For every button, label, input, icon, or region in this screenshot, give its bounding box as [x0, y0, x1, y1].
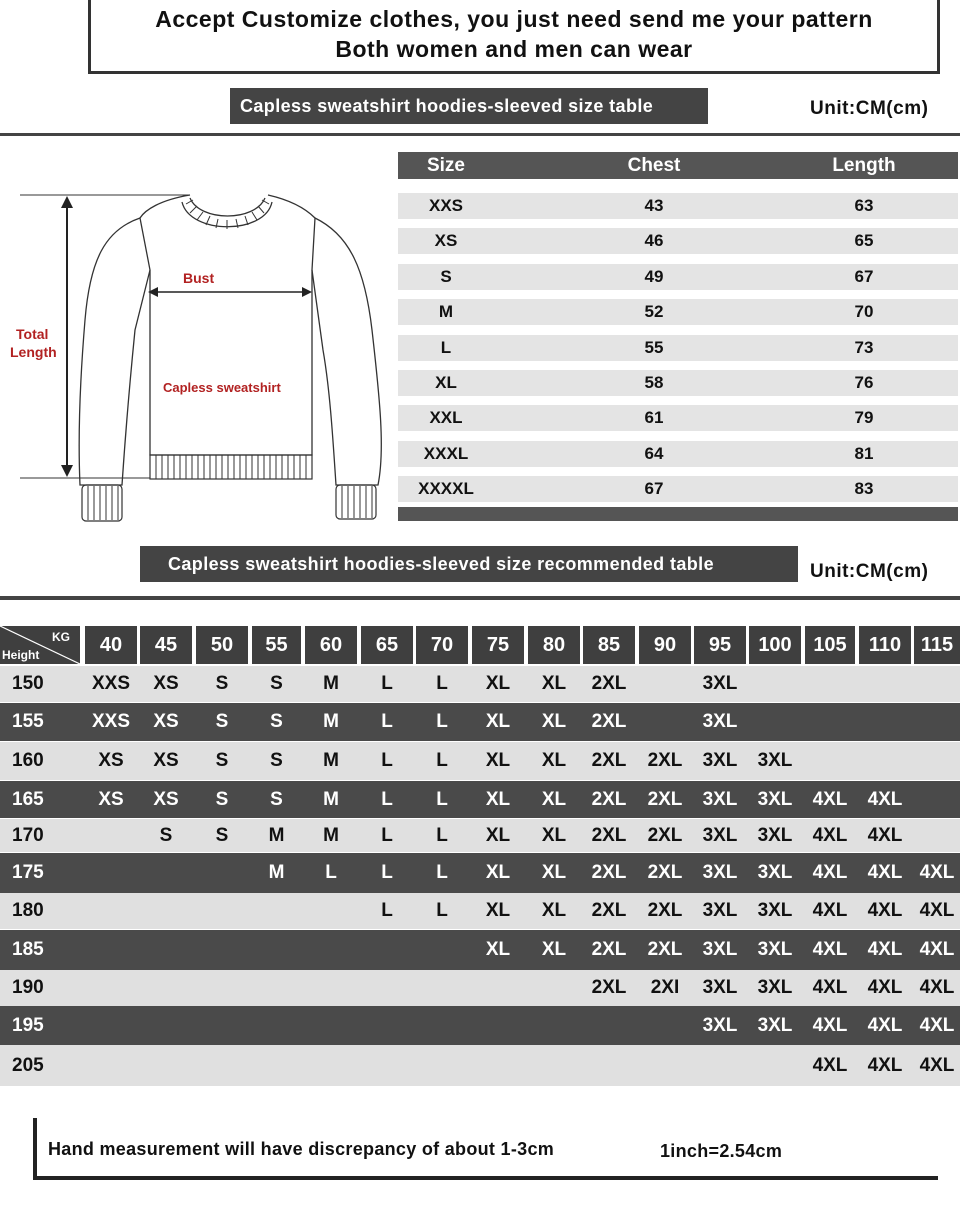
size-cell: 4XL	[812, 1014, 848, 1036]
total-length-label-1: Total	[16, 326, 49, 342]
size-cell	[305, 893, 357, 929]
weight-header: 50	[196, 626, 248, 664]
size-cell	[805, 703, 855, 741]
height-cell: 190	[12, 977, 44, 998]
size-cell: L	[436, 750, 448, 771]
size-table-row	[398, 193, 958, 219]
corner-kg-label: KG	[52, 630, 70, 644]
size-table-header	[398, 152, 958, 179]
size-cell	[85, 1006, 137, 1045]
size-cell: 3XL	[702, 939, 738, 960]
size-cell: 2XL	[591, 862, 627, 883]
size-cell	[140, 1045, 192, 1086]
size-cell: 4XL	[867, 900, 903, 921]
size-cell	[859, 742, 911, 780]
weight-header: 110	[859, 626, 911, 664]
header-length: Length	[832, 154, 896, 176]
size-cell: M	[323, 788, 339, 810]
size-cell: 4XL	[919, 1054, 955, 1076]
size-cell: 2XL	[591, 788, 627, 810]
size-cell: XL	[435, 373, 457, 392]
recommended-row	[0, 853, 960, 893]
chest-cell: 43	[644, 196, 664, 215]
size-cell	[361, 1045, 413, 1086]
size-cell	[361, 1006, 413, 1045]
size-cell: 4XL	[812, 788, 848, 810]
chest-cell: 58	[644, 373, 664, 392]
size-table-title: Capless sweatshirt hoodies-sleeved size table	[230, 88, 708, 124]
size-cell	[914, 703, 960, 741]
size-cell	[914, 819, 960, 852]
size-cell: L	[436, 711, 448, 732]
size-cell	[583, 1045, 635, 1086]
size-cell	[583, 1006, 635, 1045]
size-table-row	[398, 405, 958, 431]
size-cell: 3XL	[702, 900, 738, 921]
inch-conversion-note: 1inch=2.54cm	[660, 1141, 783, 1161]
size-table-row	[398, 441, 958, 467]
size-cell: XS	[434, 231, 458, 251]
size-cell	[85, 853, 137, 893]
size-cell	[252, 1045, 301, 1086]
height-cell: 175	[12, 862, 44, 883]
size-cell	[305, 970, 357, 1006]
length-cell: 76	[854, 373, 874, 392]
weight-header: 115	[914, 626, 960, 664]
table-corner	[0, 626, 80, 664]
size-cell: XL	[485, 673, 511, 694]
size-cell	[140, 930, 192, 970]
size-cell	[472, 1045, 524, 1086]
weight-header: 70	[416, 626, 468, 664]
size-cell	[305, 1006, 357, 1045]
size-cell: XS	[153, 673, 179, 694]
size-cell	[914, 742, 960, 780]
size-cell: 2XL	[591, 824, 627, 846]
height-cell: 195	[12, 1014, 44, 1036]
size-cell: L	[436, 900, 448, 921]
size-cell: S	[215, 788, 229, 810]
chest-cell: 55	[644, 337, 664, 357]
weight-header: 40	[85, 626, 137, 664]
size-cell	[305, 1045, 357, 1086]
height-cell: 155	[12, 711, 44, 732]
size-cell: L	[436, 824, 448, 846]
size-cell: 3XL	[702, 673, 738, 694]
size-cell: 4XL	[919, 900, 955, 921]
size-cell: XS	[98, 750, 124, 771]
size-cell: XXS	[91, 673, 131, 694]
size-cell	[196, 893, 248, 929]
size-cell: 3XL	[757, 900, 793, 921]
size-cell: XS	[153, 711, 179, 732]
size-table-row	[398, 370, 958, 396]
recommended-row	[0, 703, 960, 741]
size-cell: 4XL	[812, 977, 848, 998]
size-cell: XL	[541, 900, 567, 921]
size-cell: S	[159, 824, 173, 846]
garment-name-label: Capless sweatshirt	[163, 380, 281, 395]
size-cell: 2XL	[647, 750, 683, 771]
size-cell: XL	[485, 788, 511, 810]
size-cell: 4XL	[867, 939, 903, 960]
length-cell: 63	[854, 196, 874, 215]
size-table-footer-bar	[398, 507, 958, 521]
size-cell: 4XL	[812, 939, 848, 960]
header-line-2: Both women and men can wear	[335, 36, 693, 62]
sweatshirt-diagram	[0, 180, 400, 530]
recommended-row	[0, 1006, 960, 1045]
size-cell: XXS	[91, 711, 131, 732]
recommended-table-title: Capless sweatshirt hoodies-sleeved size recommended table	[140, 546, 798, 582]
size-cell: 3XL	[702, 788, 738, 810]
size-cell: L	[436, 673, 448, 694]
length-cell: 81	[854, 443, 874, 463]
size-cell: 3XL	[757, 1014, 793, 1036]
size-cell: L	[440, 337, 452, 357]
size-cell	[140, 853, 192, 893]
size-cell: XL	[541, 939, 567, 960]
size-cell	[472, 970, 524, 1006]
recommended-row	[0, 893, 960, 929]
weight-header: 80	[528, 626, 580, 664]
size-cell	[639, 1045, 691, 1086]
size-cell: 4XL	[812, 900, 848, 921]
size-cell: 2XL	[647, 862, 683, 883]
size-cell: M	[323, 673, 339, 694]
size-cell	[528, 1045, 580, 1086]
size-cell	[252, 893, 301, 929]
size-cell	[361, 930, 413, 970]
size-cell: M	[268, 862, 285, 883]
size-cell	[749, 666, 801, 702]
chest-cell: 49	[644, 266, 664, 286]
size-cell	[639, 1006, 691, 1045]
size-cell	[85, 970, 137, 1006]
size-cell	[416, 1045, 468, 1086]
corner-height-label: Height	[2, 648, 40, 662]
size-cell: L	[381, 750, 393, 771]
size-cell	[140, 1006, 192, 1045]
size-cell: 3XL	[757, 862, 793, 883]
size-cell: XXXXL	[418, 479, 474, 499]
size-cell: L	[381, 824, 393, 846]
weight-header: 90	[639, 626, 691, 664]
size-cell	[196, 1045, 248, 1086]
size-cell: L	[381, 711, 393, 732]
header-line-1: Accept Customize clothes, you just need send me your pattern	[155, 6, 873, 32]
size-cell	[140, 893, 192, 929]
size-cell	[805, 666, 855, 702]
size-cell: XL	[485, 824, 511, 846]
length-cell: 79	[854, 408, 874, 428]
size-cell	[252, 1006, 301, 1045]
weight-header: 95	[694, 626, 746, 664]
size-cell: 3XL	[757, 788, 793, 810]
chest-cell: 64	[644, 443, 664, 463]
size-cell: 4XL	[919, 977, 955, 998]
size-cell: XL	[541, 824, 567, 846]
size-cell	[85, 1045, 137, 1086]
size-cell: XL	[485, 750, 511, 771]
size-cell: 4XL	[867, 788, 903, 810]
size-cell: M	[323, 711, 339, 732]
recommended-row	[0, 970, 960, 1006]
size-cell: 2XL	[591, 977, 627, 998]
chest-cell: 67	[644, 479, 664, 499]
size-cell: 2XL	[647, 824, 683, 846]
size-cell	[196, 853, 248, 893]
size-cell: M	[438, 302, 454, 322]
size-cell	[805, 742, 855, 780]
header-chest: Chest	[627, 154, 681, 176]
size-cell	[252, 970, 301, 1006]
weight-header: 100	[749, 626, 801, 664]
size-cell: 2XI	[650, 977, 680, 998]
size-cell: S	[270, 750, 283, 771]
size-cell: XL	[541, 711, 567, 732]
size-cell: XL	[485, 711, 511, 732]
length-cell: 65	[854, 231, 874, 251]
size-cell: 2XL	[647, 939, 683, 960]
size-cell: XL	[541, 673, 567, 694]
recommended-row	[0, 930, 960, 970]
size-cell: 3XL	[702, 711, 738, 732]
size-cell: 4XL	[919, 939, 955, 960]
size-cell: XL	[541, 788, 567, 810]
length-cell: 73	[854, 337, 874, 357]
size-cell: S	[215, 750, 229, 771]
size-cell: S	[215, 711, 229, 732]
size-cell: S	[270, 711, 283, 732]
weight-header: 60	[305, 626, 357, 664]
size-cell: M	[323, 750, 339, 771]
size-cell: 4XL	[867, 824, 903, 846]
size-table-row	[398, 476, 958, 502]
length-cell: 83	[854, 479, 874, 499]
total-length-label-2: Length	[10, 344, 57, 360]
size-cell: 4XL	[867, 977, 903, 998]
size-cell	[528, 1006, 580, 1045]
size-cell: M	[268, 824, 285, 846]
size-cell: 4XL	[812, 1054, 848, 1076]
size-cell: M	[323, 824, 339, 846]
bust-label: Bust	[183, 270, 215, 286]
size-cell: XL	[485, 862, 511, 883]
size-cell: L	[436, 862, 448, 883]
recommended-row	[0, 819, 960, 852]
height-cell: 160	[12, 750, 44, 771]
height-cell: 150	[12, 673, 44, 694]
size-cell	[528, 970, 580, 1006]
size-cell	[140, 970, 192, 1006]
size-table-row	[398, 299, 958, 325]
size-cell: 3XL	[757, 977, 793, 998]
size-cell: XL	[485, 939, 511, 960]
size-cell: 3XL	[757, 939, 793, 960]
size-cell	[859, 703, 911, 741]
size-cell	[416, 930, 468, 970]
size-cell: XS	[98, 788, 124, 810]
size-cell: S	[270, 788, 283, 810]
size-cell	[749, 1045, 801, 1086]
size-cell: XXXL	[423, 443, 469, 463]
length-cell: 70	[854, 302, 874, 322]
size-cell	[639, 703, 691, 741]
size-cell: 4XL	[867, 1014, 903, 1036]
recommended-row	[0, 666, 960, 702]
height-cell: 170	[12, 824, 44, 846]
size-cell	[639, 666, 691, 702]
size-cell	[196, 970, 248, 1006]
length-cell: 67	[854, 266, 874, 286]
size-cell	[361, 970, 413, 1006]
chest-cell: 46	[644, 231, 664, 251]
size-cell: S	[440, 266, 452, 286]
size-cell: L	[381, 673, 393, 694]
size-cell: 3XL	[702, 750, 738, 771]
size-cell: 2XL	[591, 900, 627, 921]
size-cell: 4XL	[867, 1054, 903, 1076]
weight-header: 55	[252, 626, 301, 664]
size-cell: 3XL	[757, 824, 793, 846]
measurement-note: Hand measurement will have discrepancy of about 1-3cm	[48, 1139, 555, 1159]
recommended-row	[0, 742, 960, 780]
size-cell	[416, 1006, 468, 1045]
size-cell: 2XL	[591, 939, 627, 960]
size-cell: XL	[485, 900, 511, 921]
size-cell: L	[436, 788, 448, 810]
size-cell: L	[325, 862, 337, 883]
size-cell	[472, 1006, 524, 1045]
size-cell: XL	[541, 862, 567, 883]
recommended-row	[0, 781, 960, 818]
divider	[0, 596, 960, 600]
size-cell: S	[215, 824, 229, 846]
size-cell: 4XL	[919, 1014, 955, 1036]
height-cell: 165	[12, 788, 44, 810]
weight-header: 45	[140, 626, 192, 664]
size-cell	[85, 930, 137, 970]
size-cell	[859, 666, 911, 702]
size-cell	[196, 930, 248, 970]
size-cell	[85, 893, 137, 929]
weight-header: 85	[583, 626, 635, 664]
size-cell: S	[270, 673, 283, 694]
recommended-row	[0, 1045, 960, 1086]
size-table-row	[398, 228, 958, 254]
size-cell	[252, 930, 301, 970]
weight-header: 105	[805, 626, 855, 664]
size-cell: 2XL	[647, 900, 683, 921]
size-cell: XXL	[429, 408, 463, 428]
size-cell: 3XL	[702, 862, 738, 883]
size-cell	[85, 819, 137, 852]
size-cell: L	[381, 788, 393, 810]
size-table-row	[398, 264, 958, 290]
size-cell: 4XL	[812, 862, 848, 883]
size-cell: XL	[541, 750, 567, 771]
chest-cell: 61	[644, 408, 664, 428]
size-cell: 3XL	[702, 977, 738, 998]
size-cell: 4XL	[812, 824, 848, 846]
size-cell	[749, 703, 801, 741]
size-cell	[914, 781, 960, 818]
size-cell	[305, 930, 357, 970]
size-cell	[416, 970, 468, 1006]
divider	[0, 133, 960, 136]
chest-cell: 52	[644, 302, 664, 322]
size-cell: 2XL	[591, 673, 627, 694]
size-cell: 4XL	[867, 862, 903, 883]
size-cell: 2XL	[647, 788, 683, 810]
height-cell: 185	[12, 939, 44, 960]
recommended-table-unit: Unit:CM(cm)	[810, 561, 929, 582]
weight-header: 65	[361, 626, 413, 664]
weight-header: 75	[472, 626, 524, 664]
size-cell	[196, 1006, 248, 1045]
size-cell: 3XL	[702, 1014, 738, 1036]
size-cell: XXS	[428, 196, 464, 215]
height-cell: 180	[12, 900, 44, 921]
size-cell: 2XL	[591, 750, 627, 771]
size-table-unit: Unit:CM(cm)	[810, 98, 929, 119]
size-table-row	[398, 335, 958, 361]
header-size: Size	[426, 154, 466, 176]
size-cell	[914, 666, 960, 702]
size-cell: 2XL	[591, 711, 627, 732]
size-cell: XS	[153, 788, 179, 810]
size-cell: 3XL	[702, 824, 738, 846]
size-cell: L	[381, 862, 393, 883]
size-cell: L	[381, 900, 393, 921]
size-cell	[694, 1045, 746, 1086]
size-cell: XS	[153, 750, 179, 771]
size-cell: 3XL	[757, 750, 793, 771]
height-cell: 205	[12, 1054, 44, 1076]
size-cell: S	[215, 673, 229, 694]
size-cell: 4XL	[919, 862, 955, 883]
